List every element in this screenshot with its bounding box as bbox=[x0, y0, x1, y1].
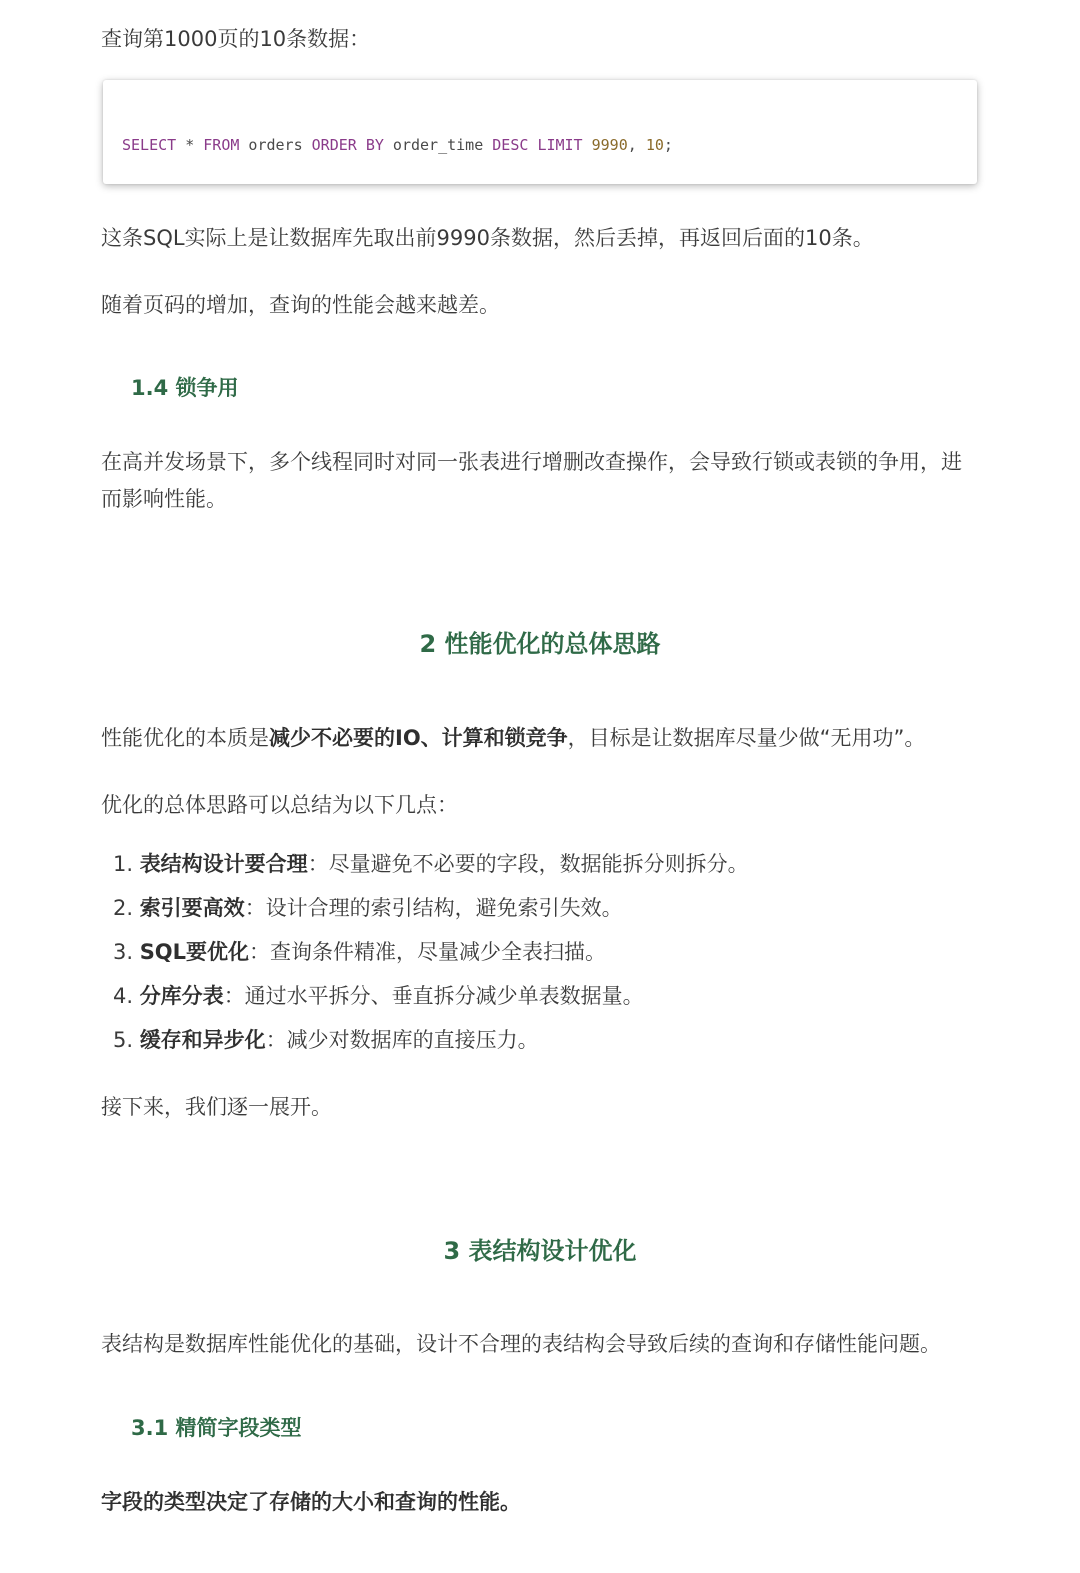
paragraph-summary-intro: 优化的总体思路可以总结为以下几点： bbox=[101, 793, 458, 817]
paragraph-lock-contention: 在高并发场景下，多个线程同时对同一张表进行增删改查操作，会导致行锁或表锁的争用，进而影响性能。 bbox=[101, 450, 962, 511]
sql-keyword-select: SELECT bbox=[122, 136, 177, 154]
paragraph-optimization-essence bbox=[101, 720, 976, 757]
sql-count: 10 bbox=[645, 136, 664, 154]
paragraph-next-steps: 接下来，我们逐一展开。 bbox=[101, 1095, 332, 1119]
essence-prefix: 性能优化的本质是 bbox=[101, 726, 269, 750]
paragraph-table-structure: 表结构是数据库性能优化的基础，设计不合理的表结构会导致后续的查询和存储性能问题。 bbox=[101, 1332, 941, 1356]
list-item-bold: SQL要优化 bbox=[139, 940, 250, 964]
essence-bold: 减少不必要的IO、计算和锁竞争 bbox=[269, 726, 568, 750]
paragraph-sql-explain: 这条SQL实际上是让数据库先取出前9990条数据，然后丢掉，再返回后面的10条。 bbox=[101, 226, 874, 250]
list-item-number: 1. bbox=[112, 852, 133, 876]
list-item-text: ：尽量避免不必要的字段，数据能拆分则拆分。 bbox=[307, 852, 749, 876]
sql-keyword-order-by: ORDER BY bbox=[311, 136, 384, 154]
list-item-bold: 索引要高效 bbox=[139, 896, 245, 920]
essence-suffix: ，目标是让数据库尽量少做“无用功”。 bbox=[567, 726, 926, 750]
sql-code-line bbox=[122, 134, 673, 156]
sql-column: order_time bbox=[383, 136, 493, 154]
list-item-text: ：通过水平拆分、垂直拆分减少单表数据量。 bbox=[223, 984, 644, 1008]
list-item bbox=[101, 1022, 749, 1066]
sql-comma: , bbox=[627, 136, 646, 154]
list-item-bold: 缓存和异步化 bbox=[139, 1028, 266, 1052]
intro-query-page: 查询第1000页的10条数据： bbox=[101, 27, 371, 51]
sql-end: ; bbox=[663, 136, 673, 154]
list-item bbox=[101, 978, 749, 1022]
sql-keyword-desc: DESC bbox=[492, 136, 529, 154]
sql-space bbox=[583, 136, 592, 154]
paragraph-field-types: 字段的类型决定了存储的大小和查询的性能。 bbox=[101, 1490, 521, 1514]
sql-offset: 9990 bbox=[591, 136, 628, 154]
heading-2: 2 性能优化的总体思路 bbox=[419, 630, 661, 658]
code-block bbox=[103, 80, 977, 184]
list-item-number: 2. bbox=[112, 896, 133, 920]
list-item bbox=[101, 890, 749, 934]
list-item-bold: 表结构设计要合理 bbox=[139, 852, 308, 876]
list-item-text: ：查询条件精准，尽量减少全表扫描。 bbox=[249, 940, 607, 964]
sql-table: orders bbox=[239, 136, 312, 154]
list-item bbox=[101, 846, 749, 890]
list-item-number: 3. bbox=[112, 940, 133, 964]
sql-keyword-from: FROM bbox=[203, 136, 240, 154]
sql-star: * bbox=[176, 136, 204, 154]
list-item bbox=[101, 934, 749, 978]
heading-3: 3 表结构设计优化 bbox=[443, 1237, 637, 1265]
heading-1-4: 1.4 锁争用 bbox=[131, 376, 239, 400]
heading-3-1: 3.1 精简字段类型 bbox=[131, 1416, 302, 1440]
list-item-text: ：减少对数据库的直接压力。 bbox=[265, 1028, 539, 1052]
paragraph-performance-decline: 随着页码的增加，查询的性能会越来越差。 bbox=[101, 293, 500, 317]
list-item-bold: 分库分表 bbox=[139, 984, 224, 1008]
list-item-number: 5. bbox=[112, 1028, 133, 1052]
list-item-text: ：设计合理的索引结构，避免索引失效。 bbox=[244, 896, 623, 920]
sql-keyword-limit: LIMIT bbox=[537, 136, 583, 154]
optimization-list bbox=[101, 846, 749, 1066]
list-item-number: 4. bbox=[112, 984, 133, 1008]
